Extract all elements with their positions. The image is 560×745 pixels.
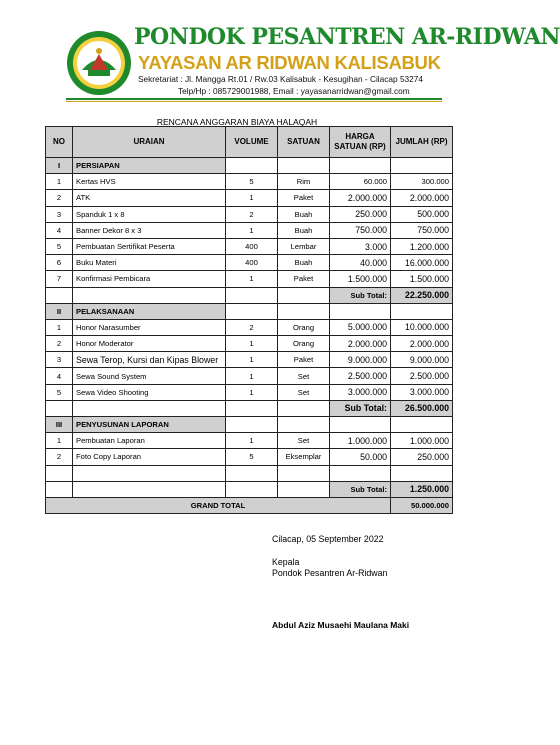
row-no: 1 <box>46 174 73 190</box>
row-uraian: Sewa Terop, Kursi dan Kipas Blower <box>73 352 226 368</box>
header-rule-gold <box>66 101 442 102</box>
signer-role: Kepala <box>272 557 300 567</box>
row-no: 2 <box>46 336 73 352</box>
row-volume: 1 <box>226 271 278 287</box>
table-row <box>46 319 453 335</box>
row-harga: 60.000 <box>330 174 391 190</box>
section-no: II <box>46 303 73 319</box>
row-uraian: Pembuatan Laporan <box>73 433 226 449</box>
table-row <box>46 222 453 238</box>
row-harga: 40.000 <box>330 255 391 271</box>
table-row <box>46 449 453 465</box>
row-satuan: Buah <box>278 255 330 271</box>
row-harga: 750.000 <box>330 222 391 238</box>
row-volume: 1 <box>226 190 278 206</box>
row-satuan: Paket <box>278 352 330 368</box>
foundation-title: YAYASAN AR RIDWAN KALISABUK <box>138 52 441 73</box>
row-harga: 1.000.000 <box>330 433 391 449</box>
institution-title: PONDOK PESANTREN AR-RIDWAN <box>134 24 560 50</box>
row-jumlah: 2.000.000 <box>391 190 453 206</box>
row-uraian: Honor Moderator <box>73 336 226 352</box>
row-uraian: Banner Dekor 8 x 3 <box>73 222 226 238</box>
row-uraian: Buku Materi <box>73 255 226 271</box>
row-uraian: Pembuatan Sertifikat Peserta <box>73 238 226 254</box>
row-satuan: Orang <box>278 336 330 352</box>
budget-table <box>45 126 453 514</box>
row-satuan: Buah <box>278 206 330 222</box>
header-jumlah: JUMLAH (RP) <box>391 127 453 158</box>
row-harga: 3.000 <box>330 238 391 254</box>
row-jumlah: 10.000.000 <box>391 319 453 335</box>
row-jumlah: 3.000.000 <box>391 384 453 400</box>
row-jumlah: 2.500.000 <box>391 368 453 384</box>
row-no: 3 <box>46 352 73 368</box>
row-no: 2 <box>46 190 73 206</box>
grand-total-value: 50.000.000 <box>391 497 453 513</box>
section-no: I <box>46 158 73 174</box>
row-satuan: Set <box>278 433 330 449</box>
row-no: 5 <box>46 384 73 400</box>
letterhead <box>0 0 560 104</box>
subtotal-value: 1.250.000 <box>391 481 453 497</box>
row-no: 2 <box>46 449 73 465</box>
subtotal-label: Sub Total: <box>330 400 391 416</box>
row-uraian: Honor Narasumber <box>73 319 226 335</box>
table-row <box>46 368 453 384</box>
signer-name: Abdul Aziz Musaehi Maulana Maki <box>272 620 410 630</box>
row-volume: 400 <box>226 255 278 271</box>
row-volume: 1 <box>226 336 278 352</box>
row-satuan: Buah <box>278 222 330 238</box>
grand-total-label: GRAND TOTAL <box>46 497 391 513</box>
table-row <box>46 206 453 222</box>
row-volume: 5 <box>226 174 278 190</box>
table-row <box>46 238 453 254</box>
contact-line: Telp/Hp : 085729001988, Email : yayasanarridwan@gmail.com <box>178 86 410 96</box>
row-harga: 1.500.000 <box>330 271 391 287</box>
row-no: 5 <box>46 238 73 254</box>
row-no: 7 <box>46 271 73 287</box>
header-harga: HARGA SATUAN (RP) <box>330 127 391 158</box>
row-satuan: Orang <box>278 319 330 335</box>
row-satuan: Lembar <box>278 238 330 254</box>
row-volume: 2 <box>226 206 278 222</box>
row-uraian: Konfirmasi Pembicara <box>73 271 226 287</box>
row-jumlah: 16.000.000 <box>391 255 453 271</box>
table-row <box>46 336 453 352</box>
row-jumlah: 9.000.000 <box>391 352 453 368</box>
section-name: PENYUSUNAN LAPORAN <box>73 417 226 433</box>
table-row <box>46 433 453 449</box>
signer-institution: Pondok Pesantren Ar-Ridwan <box>272 568 388 578</box>
header-rule-green <box>66 98 442 100</box>
row-harga: 50.000 <box>330 449 391 465</box>
row-jumlah: 1.500.000 <box>391 271 453 287</box>
row-satuan: Eksemplar <box>278 449 330 465</box>
row-harga: 5.000.000 <box>330 319 391 335</box>
table-row <box>46 465 453 481</box>
row-uraian: Foto Copy Laporan <box>73 449 226 465</box>
row-harga: 2.500.000 <box>330 368 391 384</box>
row-jumlah: 1.200.000 <box>391 238 453 254</box>
place-date: Cilacap, 05 September 2022 <box>272 534 384 544</box>
row-no: 6 <box>46 255 73 271</box>
row-jumlah: 750.000 <box>391 222 453 238</box>
row-satuan: Rim <box>278 174 330 190</box>
header-volume: VOLUME <box>226 127 278 158</box>
row-satuan: Set <box>278 384 330 400</box>
grand-total-row <box>46 497 453 513</box>
row-no: 3 <box>46 206 73 222</box>
row-uraian: Sewa Sound System <box>73 368 226 384</box>
subtotal-value: 22.250.000 <box>391 287 453 303</box>
row-volume: 1 <box>226 384 278 400</box>
subtotal-value: 26.500.000 <box>391 400 453 416</box>
address-line: Sekretariat : Jl. Mangga Rt.01 / Rw.03 Kalisabuk - Kesugihan - Cilacap 53274 <box>138 74 424 84</box>
row-volume: 1 <box>226 368 278 384</box>
table-row <box>46 174 453 190</box>
table-row <box>46 352 453 368</box>
header-uraian: URAIAN <box>73 127 226 158</box>
row-satuan: Paket <box>278 190 330 206</box>
row-volume: 5 <box>226 449 278 465</box>
row-uraian: Sewa Video Shooting <box>73 384 226 400</box>
row-uraian: Kertas HVS <box>73 174 226 190</box>
subtotal-label: Sub Total: <box>330 481 391 497</box>
document-title: RENCANA ANGGARAN BIAYA HALAQAH <box>156 117 318 127</box>
section-row <box>46 158 453 174</box>
row-harga: 9.000.000 <box>330 352 391 368</box>
subtotal-label: Sub Total: <box>330 287 391 303</box>
row-no: 1 <box>46 319 73 335</box>
header-no: NO <box>46 127 73 158</box>
row-harga: 250.000 <box>330 206 391 222</box>
section-no: III <box>46 417 73 433</box>
row-jumlah: 1.000.000 <box>391 433 453 449</box>
row-volume: 2 <box>226 319 278 335</box>
table-row <box>46 190 453 206</box>
header-satuan: SATUAN <box>278 127 330 158</box>
row-volume: 1 <box>226 433 278 449</box>
section-name: PELAKSANAAN <box>73 303 226 319</box>
row-jumlah: 2.000.000 <box>391 336 453 352</box>
pesantren-logo <box>66 30 132 96</box>
row-jumlah: 300.000 <box>391 174 453 190</box>
row-no: 4 <box>46 368 73 384</box>
subtotal-row <box>46 400 453 416</box>
row-volume: 1 <box>226 352 278 368</box>
row-no: 1 <box>46 433 73 449</box>
row-no: 4 <box>46 222 73 238</box>
table-header-row <box>46 127 453 158</box>
row-jumlah: 250.000 <box>391 449 453 465</box>
row-uraian: ATK <box>73 190 226 206</box>
row-jumlah: 500.000 <box>391 206 453 222</box>
section-row <box>46 417 453 433</box>
row-harga: 2.000.000 <box>330 336 391 352</box>
section-name: PERSIAPAN <box>73 158 226 174</box>
row-uraian: Spanduk 1 x 8 <box>73 206 226 222</box>
row-volume: 1 <box>226 222 278 238</box>
subtotal-row <box>46 481 453 497</box>
row-harga: 2.000.000 <box>330 190 391 206</box>
row-volume: 400 <box>226 238 278 254</box>
row-harga: 3.000.000 <box>330 384 391 400</box>
table-row <box>46 384 453 400</box>
row-satuan: Paket <box>278 271 330 287</box>
subtotal-row <box>46 287 453 303</box>
row-satuan: Set <box>278 368 330 384</box>
section-row <box>46 303 453 319</box>
table-row <box>46 255 453 271</box>
table-row <box>46 271 453 287</box>
